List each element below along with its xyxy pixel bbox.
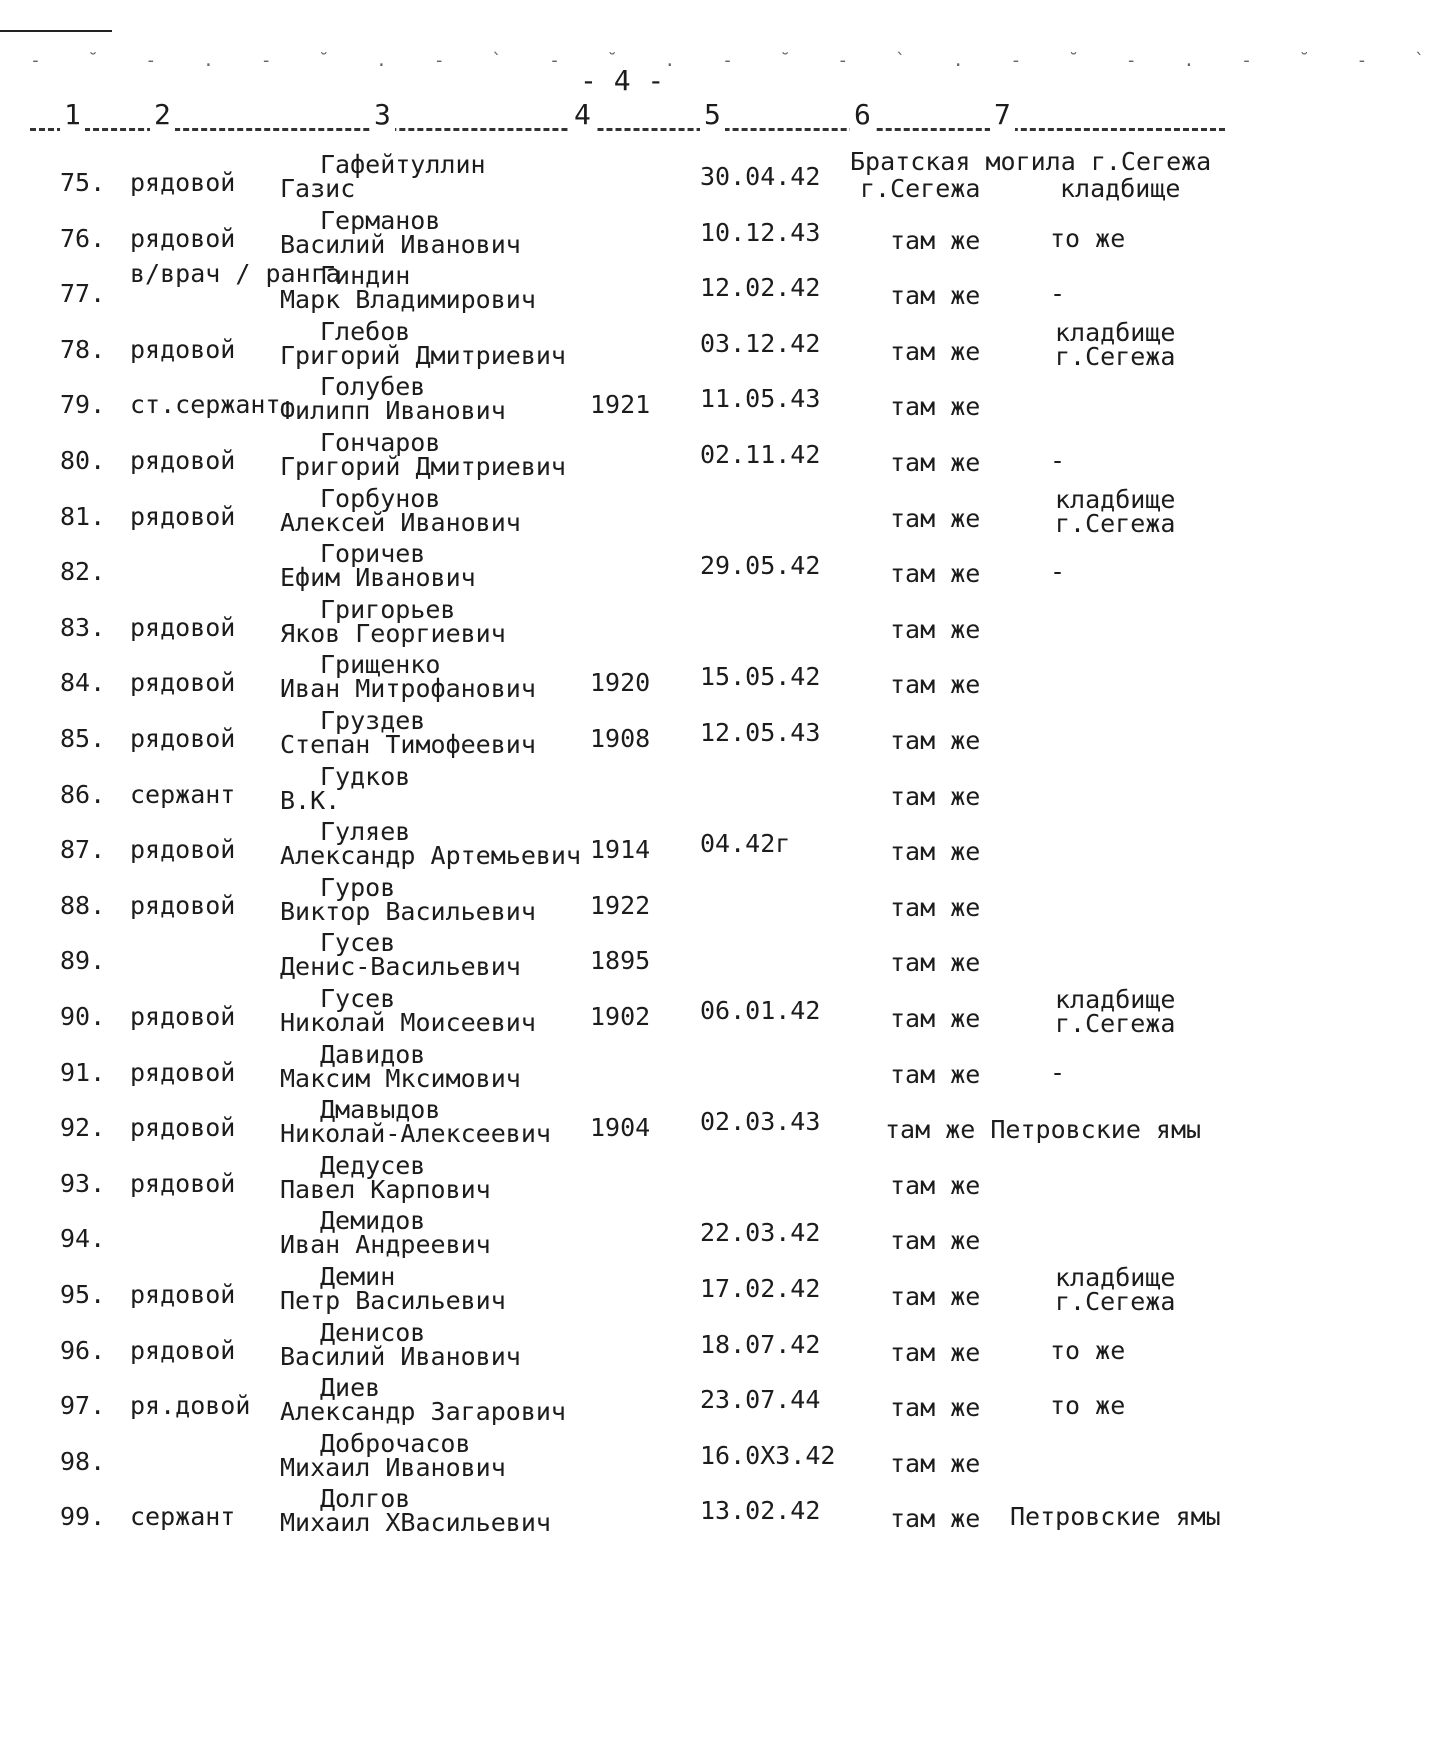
record-number: 76.: [60, 223, 106, 253]
record-surname: Груздев: [320, 706, 426, 735]
record-rank: рядовой: [130, 612, 236, 642]
record-given-name: Василий Иванович: [280, 1341, 521, 1371]
header-dashed-rule: [30, 128, 1225, 131]
record-burial-place: там же: [890, 837, 981, 867]
record-date: 02.11.42: [700, 440, 821, 469]
record-number: 93.: [60, 1168, 106, 1198]
record-rank: рядовой: [130, 835, 236, 865]
table-row: [0, 1484, 1240, 1542]
record-date: 02.03.43: [700, 1107, 821, 1137]
table-row: [0, 1429, 1240, 1487]
record-birth-year: 1914: [590, 835, 651, 865]
record-surname: Гафейтуллин: [320, 150, 486, 179]
record-note-line1: кладбище: [1055, 484, 1176, 514]
col-header-4: 4: [570, 98, 595, 131]
record-date: 16.0Х3.42: [700, 1440, 836, 1470]
record-note: кладбище: [1060, 174, 1181, 203]
record-number: 94.: [60, 1224, 106, 1254]
record-birth-year: 1922: [590, 890, 651, 920]
col-header-5: 5: [700, 98, 725, 131]
record-number: 92.: [60, 1113, 106, 1143]
record-date: 11.05.43: [700, 384, 821, 414]
record-number: 86.: [60, 779, 106, 809]
table-row: [0, 147, 1240, 208]
record-date: 18.07.42: [700, 1329, 821, 1359]
record-note: то же: [1050, 1391, 1126, 1421]
record-burial-place: там же: [890, 1504, 981, 1534]
record-number: 96.: [60, 1335, 106, 1365]
record-surname: Григорьев: [320, 594, 456, 624]
record-burial-place: там же Петровские ямы: [885, 1115, 1202, 1145]
record-note-line2: г.Сегежа: [1055, 1287, 1176, 1316]
table-row: [0, 428, 1240, 486]
record-given-name: Алексей Иванович: [280, 507, 521, 537]
record-rank: рядовой: [130, 1335, 236, 1365]
col-header-2: 2: [150, 98, 175, 131]
record-surname: Гиндин: [320, 261, 411, 291]
table-row: [0, 706, 1240, 764]
record-number: 82.: [60, 557, 106, 587]
record-rank: рядовой: [130, 1057, 236, 1087]
record-given-name: Денис-Васильевич: [280, 952, 521, 982]
table-row: [0, 1040, 1240, 1098]
record-given-name: Петр Васильевич: [280, 1286, 506, 1315]
table-row: [0, 984, 1240, 1042]
record-surname: Германов: [320, 205, 441, 235]
record-rank: рядовой: [130, 334, 236, 364]
record-date: 13.02.42: [700, 1496, 821, 1526]
record-given-name: Филипп Иванович: [280, 396, 506, 426]
record-given-name: Иван Андреевич: [280, 1230, 491, 1260]
record-note-line2: г.Сегежа: [1055, 1009, 1176, 1038]
record-surname: Гудков: [320, 761, 411, 791]
record-burial-place: там же: [890, 948, 981, 978]
page-number: - 4 -: [580, 64, 665, 97]
record-date: 17.02.42: [700, 1274, 821, 1303]
table-row: [0, 317, 1240, 375]
record-surname: Гуров: [320, 872, 396, 902]
record-given-name: Степан Тимофеевич: [280, 730, 536, 759]
table-row: [0, 1373, 1240, 1431]
record-number: 89.: [60, 946, 106, 976]
col-header-1: 1: [60, 98, 85, 131]
record-burial-place: там же: [890, 336, 981, 366]
record-birth-year: 1895: [590, 946, 651, 976]
record-note: то же: [1050, 1335, 1126, 1365]
record-number: 84.: [60, 668, 106, 698]
record-birth-year: 1902: [590, 1002, 651, 1031]
record-note-line2: г.Сегежа: [1055, 341, 1176, 371]
record-burial-place: там же: [890, 1170, 981, 1200]
record-given-name: Александр Загарович: [280, 1397, 566, 1427]
record-date: 04.42г: [700, 829, 791, 859]
record-number: 97.: [60, 1391, 106, 1421]
record-note-line1: кладбище: [1055, 1263, 1176, 1292]
record-date: 29.05.42: [700, 551, 821, 581]
record-burial-place: там же: [890, 1393, 981, 1423]
record-date: 06.01.42: [700, 996, 821, 1025]
record-rank: рядовой: [130, 890, 236, 920]
record-rank: рядовой: [130, 724, 236, 753]
record-number: 91.: [60, 1057, 106, 1087]
record-burial-place: там же: [890, 1004, 981, 1033]
record-note: -: [1050, 557, 1066, 587]
table-row: [0, 1151, 1240, 1209]
record-surname: Давидов: [320, 1039, 426, 1069]
record-number: 88.: [60, 890, 106, 920]
record-given-name: Иван Митрофанович: [280, 674, 536, 704]
record-note: [1055, 484, 1176, 538]
table-row: [0, 873, 1240, 931]
record-given-name: Газис: [280, 174, 356, 203]
record-birth-year: 1920: [590, 668, 651, 698]
record-date: 22.03.42: [700, 1218, 821, 1248]
record-given-name: Михаил ХВасильевич: [280, 1508, 551, 1538]
record-surname: Гусев: [320, 984, 396, 1013]
record-surname: Глебов: [320, 316, 411, 346]
record-burial-place: Братская могила г.Сегежа: [850, 147, 1212, 176]
record-birth-year: 1908: [590, 724, 651, 753]
record-date: 30.04.42: [700, 162, 821, 191]
record-surname: Гусев: [320, 928, 396, 958]
record-surname: Денисов: [320, 1317, 426, 1347]
record-number: 90.: [60, 1002, 106, 1031]
table-row: [0, 206, 1240, 264]
table-row: [0, 762, 1240, 820]
record-rank: сержант: [130, 1502, 236, 1532]
record-rank: ря.довой: [130, 1391, 251, 1421]
record-surname: Гуляев: [320, 817, 411, 847]
record-surname: Демин: [320, 1262, 396, 1291]
record-note: -: [1050, 1057, 1066, 1087]
record-rank: сержант: [130, 779, 236, 809]
record-rank: рядовой: [130, 446, 236, 475]
record-rank: в/врач / ранга: [130, 259, 341, 289]
record-burial-place: там же: [890, 1337, 981, 1367]
typewriter-noise: - ˘ - . - ˘ . - ` - ˘ . - ˘ - ` . - ˘ - . - ˘ - `: [30, 50, 1443, 71]
record-rank: рядовой: [130, 501, 236, 531]
table-row: [0, 1262, 1240, 1320]
table-row: [0, 928, 1240, 986]
record-burial-place: там же: [890, 281, 981, 311]
table-row: [0, 650, 1240, 708]
table-row: [0, 595, 1240, 653]
record-date: 12.05.43: [700, 718, 821, 747]
record-rank: ст.сержант: [130, 390, 281, 420]
record-surname: Долгов: [320, 1484, 411, 1514]
record-given-name: Александр Артемьевич: [280, 841, 582, 871]
record-note: [1055, 1263, 1176, 1316]
record-surname: Доброчасов: [320, 1428, 471, 1458]
record-rank: рядовой: [130, 668, 236, 698]
record-burial-place-line2: г.Сегежа: [860, 174, 981, 203]
record-burial-place: там же: [890, 392, 981, 422]
record-rank: рядовой: [130, 1168, 236, 1198]
record-burial-place: там же: [890, 892, 981, 922]
record-note: -: [1050, 446, 1066, 475]
record-surname: Горбунов: [320, 483, 441, 513]
record-burial-place: там же: [890, 1226, 981, 1256]
record-number: 98.: [60, 1446, 106, 1476]
record-given-name: В.К.: [280, 785, 341, 815]
record-note: [1055, 985, 1176, 1038]
record-surname: Дмавыдов: [320, 1095, 441, 1125]
table-row: [0, 1095, 1240, 1153]
record-given-name: Марк Владимирович: [280, 285, 536, 315]
record-given-name: Михаил Иванович: [280, 1452, 506, 1482]
record-number: 78.: [60, 334, 106, 364]
col-header-6: 6: [850, 98, 875, 131]
record-number: 79.: [60, 390, 106, 420]
record-number: 99.: [60, 1502, 106, 1532]
record-burial-place: там же: [890, 614, 981, 644]
record-note-line2: г.Сегежа: [1055, 508, 1176, 538]
record-date: 12.02.42: [700, 273, 821, 303]
table-row: [0, 484, 1240, 542]
table-row: [0, 817, 1240, 875]
record-rank: рядовой: [130, 168, 236, 197]
record-surname: Горичев: [320, 539, 426, 569]
record-note: [1055, 317, 1176, 371]
record-given-name: Григорий Дмитриевич: [280, 452, 566, 481]
record-number: 75.: [60, 168, 106, 197]
record-note: Петровские ямы: [1010, 1502, 1221, 1532]
table-row: [0, 1206, 1240, 1264]
record-burial-place: там же: [890, 726, 981, 755]
record-note-line1: кладбище: [1055, 985, 1176, 1014]
record-given-name: Григорий Дмитриевич: [280, 340, 566, 370]
top-rule: [0, 30, 112, 32]
record-burial-place: там же: [890, 1282, 981, 1311]
column-header-row: [30, 98, 1230, 142]
record-rank: рядовой: [130, 1280, 236, 1309]
record-given-name: Павел Карпович: [280, 1174, 491, 1204]
record-rank: рядовой: [130, 223, 236, 253]
record-burial-place: там же: [890, 1448, 981, 1478]
record-burial-place: там же: [890, 448, 981, 477]
record-burial-place: там же: [890, 1059, 981, 1089]
record-given-name: Ефим Иванович: [280, 563, 476, 593]
record-rank: рядовой: [130, 1113, 236, 1143]
record-given-name: Василий Иванович: [280, 229, 521, 259]
record-number: 77.: [60, 279, 106, 309]
record-birth-year: 1904: [590, 1113, 651, 1143]
record-burial-place: там же: [890, 781, 981, 811]
record-surname: Демидов: [320, 1206, 426, 1236]
record-given-name: Виктор Васильевич: [280, 896, 536, 926]
record-number: 80.: [60, 446, 106, 475]
record-surname: Дедусев: [320, 1150, 426, 1180]
record-number: 95.: [60, 1280, 106, 1309]
table-row: [0, 261, 1240, 319]
table-row: [0, 539, 1240, 597]
record-rank: рядовой: [130, 1002, 236, 1031]
record-given-name: Максим Мксимович: [280, 1063, 521, 1093]
record-given-name: Николай-Алексеевич: [280, 1119, 551, 1149]
record-number: 85.: [60, 724, 106, 753]
record-surname: Гончаров: [320, 428, 441, 457]
record-surname: Голубев: [320, 372, 426, 402]
record-date: 15.05.42: [700, 662, 821, 692]
record-date: 03.12.42: [700, 328, 821, 358]
record-note: -: [1050, 279, 1066, 309]
record-surname: Грищенко: [320, 650, 441, 680]
record-burial-place: там же: [890, 503, 981, 533]
table-row: [0, 1318, 1240, 1376]
record-note: то же: [1050, 223, 1126, 253]
record-given-name: Николай Моисеевич: [280, 1008, 536, 1037]
col-header-3: 3: [370, 98, 395, 131]
table-row: [0, 372, 1240, 430]
record-burial-place: там же: [890, 559, 981, 589]
record-date: 23.07.44: [700, 1385, 821, 1415]
col-header-7: 7: [990, 98, 1015, 131]
record-date: 10.12.43: [700, 217, 821, 247]
record-note-line1: кладбище: [1055, 317, 1176, 347]
record-number: 87.: [60, 835, 106, 865]
record-number: 81.: [60, 501, 106, 531]
record-birth-year: 1921: [590, 390, 651, 420]
record-burial-place: там же: [890, 670, 981, 700]
record-surname: Диев: [320, 1373, 381, 1403]
record-given-name: Яков Георгиевич: [280, 618, 506, 648]
record-number: 83.: [60, 612, 106, 642]
record-burial-place: там же: [890, 225, 981, 255]
